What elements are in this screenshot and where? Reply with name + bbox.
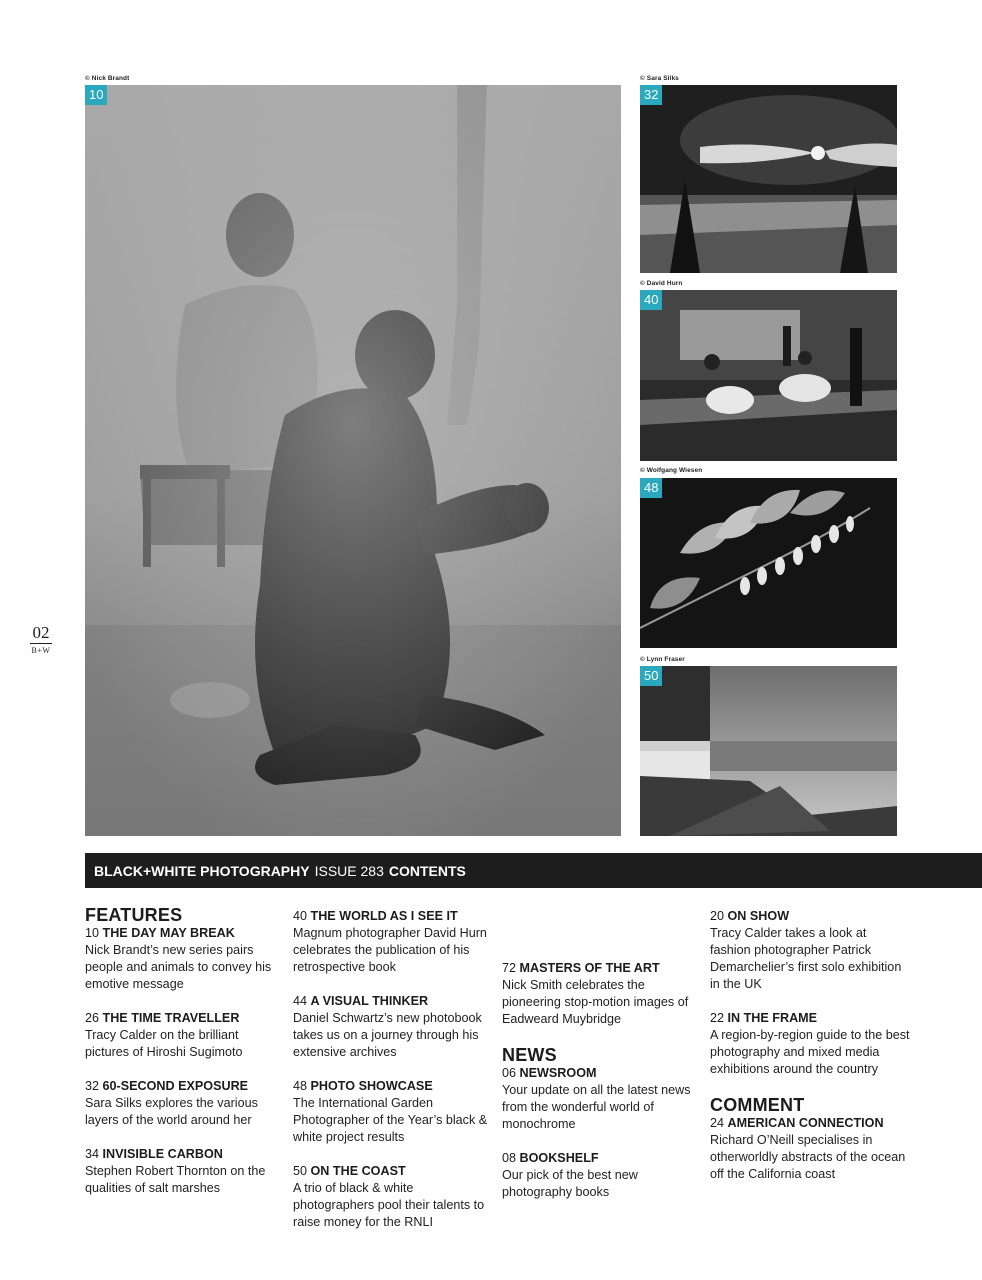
entry-title: THE TIME TRAVELLER [102,1011,240,1025]
contents-column-4 [710,908,910,1200]
dancing-girls-image [640,290,897,461]
photo-credit-40: © David Hurn [640,280,683,287]
entry-title: 60-SECOND EXPOSURE [102,1079,249,1093]
entry-title: A VISUAL THINKER [310,994,429,1008]
entry-page: 32 [85,1079,100,1093]
entry-title: ON SHOW [727,909,790,923]
entry-description: A region-by-region guide to the best photography and mixed media exhibitions around the country [710,1028,910,1076]
contents-column-2 [293,908,493,1248]
photo-credit-main: © Nick Brandt [85,75,130,82]
entry-description: Nick Smith celebrates the pioneering stop-motion images of Eadweard Muybridge [502,978,689,1026]
contents-entry[interactable] [502,1150,702,1201]
entry-title: THE DAY MAY BREAK [102,926,235,940]
hands-landscape-image [640,85,897,273]
entry-description: Richard O’Neill specialises in otherworldly abstracts of the ocean off the California coast [710,1133,906,1181]
entry-description: Tracy Calder on the brilliant pictures of Hiroshi Sugimoto [85,1028,243,1059]
entry-title: ON THE COAST [310,1164,406,1178]
contents-entry[interactable] [293,1078,493,1146]
contents-banner [85,853,982,888]
contents-column-3 [502,960,702,1218]
contents-entry[interactable] [710,908,910,993]
photo-credit-50: © Lynn Fraser [640,656,685,663]
entry-page: 06 [502,1066,517,1080]
entry-description: Tracy Calder takes a look at fashion photographer Patrick Demarchelier’s first solo exhibition in the UK [710,926,902,991]
entry-description: Sara Silks explores the various layers of the world around her [85,1096,258,1127]
entry-page: 34 [85,1147,100,1161]
entry-title: PHOTO SHOWCASE [310,1079,433,1093]
entry-page: 24 [710,1116,725,1130]
entry-title: INVISIBLE CARBON [102,1147,223,1161]
contents-entry[interactable] [85,1010,285,1061]
contents-entry[interactable] [293,1163,493,1231]
contents-entry[interactable] [502,960,702,1028]
entry-page: 48 [293,1079,308,1093]
photo-32[interactable] [640,85,897,273]
contents-entry[interactable] [710,1115,910,1183]
entry-title: AMERICAN CONNECTION [727,1116,884,1130]
entry-title: THE WORLD AS I SEE IT [310,909,458,923]
entry-description: Nick Brandt’s new series pairs people and animals to convey his emotive message [85,943,272,991]
photo-40[interactable] [640,290,897,461]
contents-entry[interactable] [710,1010,910,1078]
monkey-in-fog-image [85,85,621,836]
page-badge-50: 50 [640,666,662,686]
entry-description: A trio of black & white photographers pool their talents to raise money for the RNLI [293,1181,485,1229]
entry-description: Our pick of the best new photography books [502,1168,638,1199]
entry-title: IN THE FRAME [727,1011,818,1025]
page-number: 02 [30,624,52,644]
solomon-seal-plant-image [640,478,897,648]
photo-48[interactable] [640,478,897,648]
issue-number: ISSUE 283 [314,862,384,879]
photo-50[interactable] [640,666,897,836]
entry-page: 40 [293,909,308,923]
contents-entry[interactable] [85,925,285,993]
comment-heading: COMMENT [710,1095,805,1115]
entry-title: NEWSROOM [519,1066,597,1080]
features-heading: FEATURES [85,905,183,925]
entry-description: Stephen Robert Thornton on the qualities of salt marshes [85,1164,266,1195]
main-photo[interactable] [85,85,621,836]
entry-page: 72 [502,961,517,975]
page-badge-48: 48 [640,478,662,498]
photo-credit-32: © Sara Silks [640,75,679,82]
lighthouse-coast-image [640,666,897,836]
page-badge-40: 40 [640,290,662,310]
page-badge-main: 10 [85,85,107,105]
contents-entry[interactable] [293,908,493,976]
page-badge-32: 32 [640,85,662,105]
magazine-name: BLACK+WHITE PHOTOGRAPHY [94,862,310,879]
entry-page: 44 [293,994,308,1008]
entry-description: Daniel Schwartz’s new photobook takes us on a journey through his extensive archives [293,1011,482,1059]
entry-page: 50 [293,1164,308,1178]
entry-title: MASTERS OF THE ART [519,961,660,975]
entry-page: 26 [85,1011,100,1025]
contents-entry[interactable] [85,1078,285,1129]
contents-label: CONTENTS [388,862,466,879]
photo-credit-48: © Wolfgang Wiesen [640,467,703,474]
contents-entry[interactable] [85,1146,285,1197]
news-heading: NEWS [502,1045,557,1065]
folio-brand: B+W [31,646,51,655]
entry-description: Your update on all the latest news from the wonderful world of monochrome [502,1083,691,1131]
contents-column-1 [85,905,285,1214]
entry-page: 22 [710,1011,725,1025]
entry-description: The International Garden Photographer of the Year’s black & white project results [293,1096,488,1144]
entry-description: Magnum photographer David Hurn celebrates the publication of his retrospective book [293,926,487,974]
page-folio [24,624,58,655]
entry-page: 20 [710,909,725,923]
entry-title: BOOKSHELF [519,1151,599,1165]
contents-entry[interactable] [502,1065,702,1133]
entry-page: 08 [502,1151,517,1165]
entry-page: 10 [85,926,100,940]
contents-entry[interactable] [293,993,493,1061]
